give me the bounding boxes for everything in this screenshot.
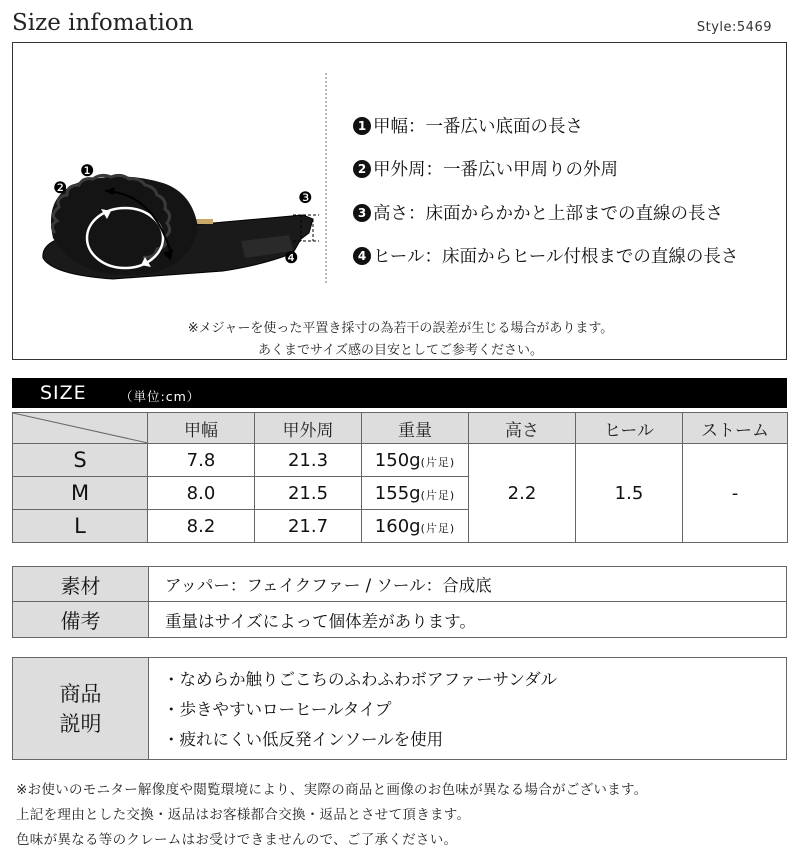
weight-cell (362, 477, 469, 510)
diagram-note-2: あくまでサイズ感の目安としてご参考ください。 (258, 343, 543, 358)
width-cell: 8.2 (148, 510, 255, 543)
number-badge: 4 (353, 247, 371, 265)
description-label-line1: 商品 (59, 681, 102, 706)
weight-note: (片足) (420, 521, 456, 535)
footnote-2: 上記を理由とした交換・返品はお客様都合交換・返品とさせて頂きます。 (16, 807, 471, 823)
girth-cell: 21.5 (255, 477, 362, 510)
weight-cell (362, 510, 469, 543)
measure-text: 甲幅：一番広い底面の長さ (373, 117, 583, 137)
material-row (12, 566, 787, 602)
size-table (12, 412, 788, 543)
weight-cell (362, 444, 469, 477)
number-badge: 1 (353, 117, 371, 135)
marker-2: ❷ (53, 178, 68, 197)
list-item: ・なめらか触りごこちのふわふわボアファーサンダル (163, 670, 558, 689)
marker-1: ❶ (80, 161, 95, 180)
list-item: ・歩きやすいローヒールタイプ (163, 700, 392, 719)
weight-value: 160g (374, 515, 421, 537)
remarks-label: 備考 (13, 602, 149, 637)
header-girth: 甲外周 (255, 413, 362, 444)
measure-line-3 (353, 200, 723, 225)
description-list (149, 658, 557, 759)
remarks-row (12, 602, 787, 638)
footnote-1: ※お使いのモニター解像度や閲覧環境により、実際の商品と画像のお色味が異なる場合がございます。 (16, 782, 648, 798)
description-label (13, 658, 149, 759)
weight-value: 150g (374, 449, 421, 471)
size-label: M (13, 477, 148, 510)
measure-text: ヒール：床面からヒール付根までの直線の長さ (373, 247, 739, 267)
size-header-bar (12, 378, 787, 408)
description-box (12, 657, 787, 760)
width-cell: 7.8 (148, 444, 255, 477)
weight-note: (片足) (420, 488, 456, 502)
weight-note: (片足) (420, 455, 456, 469)
measure-text: 高さ：床面からかかと上部までの直線の長さ (373, 204, 723, 224)
header-corner (13, 413, 148, 444)
measure-line-2 (353, 156, 618, 181)
measure-line-4 (353, 243, 738, 268)
header-weight: 重量 (362, 413, 469, 444)
material-value: アッパー：フェイクファー / ソール：合成底 (165, 576, 492, 595)
sandal-illustration (13, 43, 333, 283)
weight-value: 155g (374, 482, 421, 504)
number-badge: 2 (353, 160, 371, 178)
remarks-value: 重量はサイズによって個体差があります。 (165, 611, 476, 631)
table-row (13, 444, 788, 477)
girth-cell: 21.3 (255, 444, 362, 477)
header-storm: ストーム (683, 413, 788, 444)
size-title: SIZE (40, 382, 87, 404)
diagram-panel (12, 42, 787, 360)
header-width: 甲幅 (148, 413, 255, 444)
marker-3: ❸ (298, 188, 313, 207)
header-height: 高さ (469, 413, 576, 444)
size-label: L (13, 510, 148, 543)
width-cell: 8.0 (148, 477, 255, 510)
size-label: S (13, 444, 148, 477)
size-unit: （単位:cm） (120, 389, 201, 404)
page-title: Size infomation (12, 10, 194, 36)
storm-cell: - (683, 444, 788, 543)
number-badge: 3 (353, 204, 371, 222)
heel-cell: 1.5 (576, 444, 683, 543)
measure-text: 甲外周：一番広い甲周りの外周 (373, 160, 618, 180)
measure-line-1 (353, 113, 583, 138)
divider (325, 73, 327, 283)
marker-4: ❹ (284, 248, 299, 267)
diagonal-line (13, 413, 148, 443)
footnote-3: 色味が異なる等のクレームはお受けできませんので、ご了承ください。 (16, 832, 458, 848)
header-heel: ヒール (576, 413, 683, 444)
height-cell: 2.2 (469, 444, 576, 543)
diagram-note-1: ※メジャーを使った平置き採寸の為若干の誤差が生じる場合があります。 (187, 321, 614, 336)
table-header-row (13, 413, 788, 444)
material-label: 素材 (13, 567, 149, 601)
list-item: ・疲れにくい低反発インソールを使用 (163, 730, 444, 749)
description-label-line2: 説明 (59, 711, 102, 736)
girth-cell: 21.7 (255, 510, 362, 543)
style-number: Style:5469 (696, 20, 772, 35)
